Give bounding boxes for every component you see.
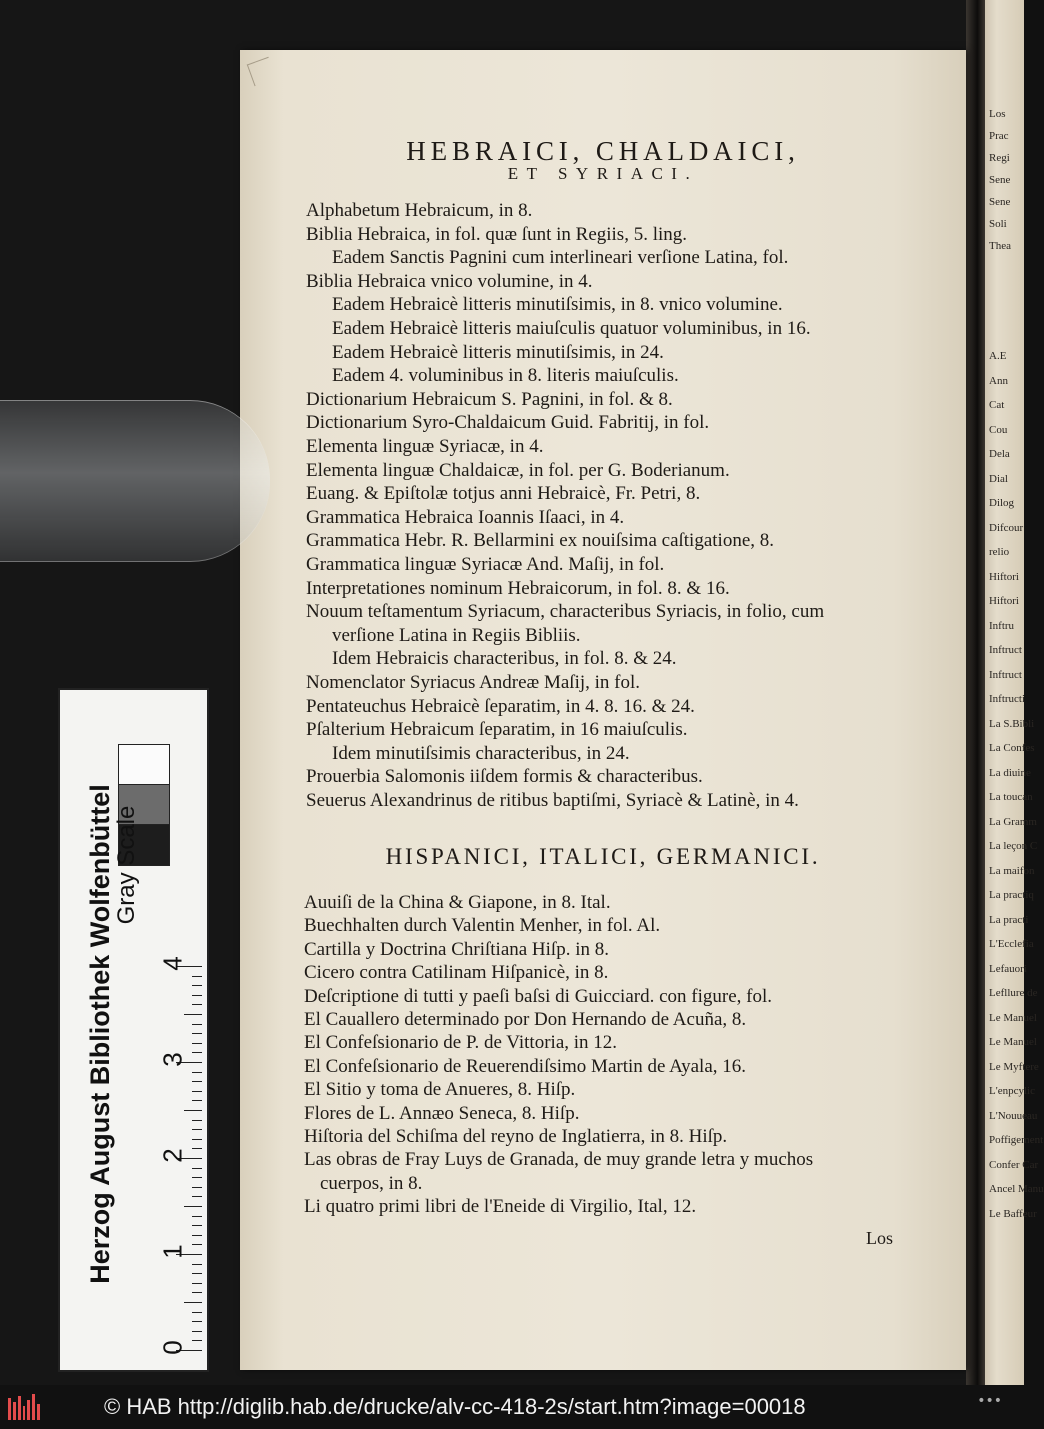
facing-page-word: Inftructi — [989, 693, 1026, 705]
ruler-tick — [192, 1081, 202, 1082]
ruler-tick — [184, 1302, 202, 1303]
facing-page-word: La practiq — [989, 889, 1034, 901]
ruler-tick — [192, 1091, 202, 1092]
catalog-entry: Alphabetum Hebraicum, in 8. — [306, 200, 533, 221]
facing-page-word: Ancel Manu — [989, 1183, 1044, 1195]
book-gutter — [966, 0, 985, 1385]
facing-page-word: Lefllure de — [989, 987, 1038, 999]
facing-page-word: Le Manuel — [989, 1011, 1037, 1024]
catalog-entry: Grammatica Hebr. R. Bellarmini ex nouiſsima caſtigatione, 8. — [306, 530, 775, 552]
facing-page-word: Dela — [989, 448, 1010, 460]
catalog-entry: Cartilla y Doctrina Chriſtiana Hiſp. in 8. — [304, 938, 609, 960]
ruler-number: 3 — [157, 1052, 188, 1067]
catalog-entry: Idem minutiſsimis characteribus, in 24. — [332, 742, 630, 764]
facing-page-word: L'Ecclefia — [989, 938, 1034, 950]
ruler-tick — [192, 1120, 202, 1121]
viewer-footer — [0, 1385, 1024, 1429]
facing-page-word: Los — [989, 108, 1006, 120]
catalog-entry: Biblia Hebraica vnico volumine, in 4. — [306, 270, 593, 292]
facing-page-word: Le Baffeur — [989, 1207, 1037, 1220]
catalog-entry: El Cauallero determinado por Don Hernando de Acuña, 8. — [304, 1009, 747, 1030]
facing-page-word: Inftruct — [989, 644, 1022, 656]
ruler-tick — [192, 1052, 202, 1053]
facing-page-word: La leçon C — [989, 840, 1038, 852]
ruler-tick — [192, 1168, 202, 1169]
catalog-entry: Deſcriptione di tutti y paeſi baſsi di Guicciard. con figure, fol. — [304, 985, 773, 1007]
facing-page-word: Prac — [989, 130, 1009, 142]
catalog-entry: El Confeſsionario de P. de Vittoria, in 12. — [304, 1032, 618, 1054]
catalog-entry: Pſalterium Hebraicum ſeparatim, in 16 maiuſculis. — [306, 719, 688, 741]
facing-page-word: Thea — [989, 240, 1011, 252]
catalog-entry: Biblia Hebraica, in fol. quæ ſunt in Regiis, 5. ling. — [306, 223, 688, 245]
book-page — [240, 50, 966, 1370]
ruler-tick — [192, 1216, 202, 1217]
catalog-entry: Flores de L. Annæo Seneca, 8. Hiſp. — [304, 1102, 580, 1124]
gray-scale-label: Gray Scale — [113, 805, 140, 925]
glass-weight-reflection — [0, 400, 270, 562]
catalog-entry: Cicero contra Catilinam Hiſpanicè, in 8. — [304, 962, 609, 984]
catalog-entry: Las obras de Fray Luys de Granada, de muy grande letra y muchos — [304, 1149, 814, 1171]
catalog-entry: Li quatro primi libri de l'Eneide di Virgilio, Ital, 12. — [304, 1196, 697, 1218]
ruler-tick — [192, 976, 202, 977]
gray-scale-ruler-card — [58, 688, 209, 1372]
facing-page-word: La diuine — [989, 766, 1031, 779]
catalog-entry: Grammatica Hebraica Ioannis Iſaaci, in 4. — [306, 506, 625, 528]
facing-page-word: Confer Car — [989, 1158, 1039, 1171]
catalog-entry: Nomenclator Syriacus Andreæ Maſij, in fol. — [306, 672, 641, 693]
catalog-entry: Eadem 4. voluminibus in 8. literis maiuſculis. — [332, 365, 679, 387]
facing-page-word: Soli — [989, 218, 1007, 230]
catalog-entry: Eadem Hebraicè litteris minutiſsimis, in 8. vnico volumine. — [332, 294, 783, 316]
ruler-tick — [192, 1139, 202, 1140]
catalog-entry: Prouerbia Salomonis iiſdem formis & characteribus. — [306, 766, 703, 788]
facing-page-word: Dial — [989, 472, 1008, 485]
ruler-tick — [192, 1292, 202, 1293]
facing-page-word: Le Myftere — [989, 1060, 1039, 1073]
ruler-tick — [192, 985, 202, 986]
ruler-tick — [192, 1273, 202, 1274]
facing-page-word: L'enpcylic — [989, 1085, 1035, 1097]
facing-page-word: L'Nouueau — [989, 1109, 1038, 1122]
catalog-entry: Elementa linguæ Chaldaicæ, in fol. per G. Boderianum. — [306, 459, 730, 481]
catalog-entry: Seuerus Alexandrinus de ritibus baptiſmi, Syriacè & Latinè, in 4. — [306, 790, 799, 811]
ruler-number: 1 — [157, 1244, 188, 1259]
facing-page-word: relio — [989, 546, 1010, 558]
copyright-link[interactable]: © HAB http://diglib.hab.de/drucke/alv-cc-418-2s/start.htm?image=00018 — [104, 1394, 806, 1419]
facing-page-word: Le Manuel — [989, 1036, 1037, 1048]
catalog-entry: Dictionarium Syro-Chaldaicum Guid. Fabritij, in fol. — [306, 412, 710, 434]
ruler-tick — [192, 1340, 202, 1341]
catalog-entry: cuerpos, in 8. — [320, 1172, 423, 1194]
catalog-entry: verſione Latina in Regiis Bibliis. — [332, 624, 581, 646]
library-name: Herzog August Bibliothek Wolfenbüttel — [85, 784, 115, 1284]
catalog-entry: Eadem Sanctis Pagnini cum interlineari verſione Latina, fol. — [332, 247, 789, 269]
hab-logo-icon — [8, 1394, 40, 1420]
facing-page-word: La maifon — [989, 864, 1035, 877]
section-subheading-syriaci: ET SYRIACI. — [507, 164, 699, 183]
facing-page-word: Hiftori — [989, 595, 1019, 607]
ruler-tick — [192, 1043, 202, 1044]
cm-ruler — [157, 956, 202, 1360]
ruler-tick — [192, 1187, 202, 1188]
ruler-tick — [192, 1024, 202, 1025]
facing-page-word: La Gramm — [989, 815, 1037, 828]
facing-page-word: Inftruct — [989, 668, 1022, 681]
section-heading-hebraici: HEBRAICI, CHALDAICI, — [406, 136, 800, 166]
section-heading-hispanici: HISPANICI, ITALICI, GERMANICI. — [385, 844, 821, 869]
facing-page-word: A.E — [989, 350, 1007, 362]
ruler-tick — [192, 1235, 202, 1236]
catalog-entry: Buechhalten durch Valentin Menher, in fol. Al. — [304, 915, 661, 937]
facing-page-word: Sene — [989, 196, 1011, 208]
ruler-tick — [192, 1004, 202, 1005]
facing-page-word: Regi — [989, 152, 1010, 164]
catalog-entry: Eadem Hebraicè litteris maiuſculis quatuor voluminibus, in 16. — [332, 318, 811, 339]
ruler-tick — [192, 1196, 202, 1197]
ruler-number: 2 — [157, 1148, 188, 1163]
ruler-tick — [192, 1072, 202, 1073]
catalog-entry: Eadem Hebraicè litteris minutiſsimis, in 24. — [332, 341, 664, 363]
ruler-tick — [192, 1244, 202, 1245]
catchword: Los — [866, 1228, 893, 1248]
ruler-tick — [192, 1225, 202, 1226]
facing-page-word: Dilog — [989, 497, 1015, 509]
ruler-tick — [192, 1129, 202, 1130]
facing-page-word: La practi — [989, 913, 1029, 926]
facing-page-word: La Confes — [989, 742, 1035, 754]
facing-page-word: Ann — [989, 374, 1008, 387]
catalog-entry: El Confeſsionario de Reuerendiſsimo Martin de Ayala, 16. — [304, 1055, 747, 1077]
catalog-entry: El Sitio y toma de Anueres, 8. Hiſp. — [304, 1079, 576, 1101]
ruler-tick — [184, 1206, 202, 1207]
catalog-entry: Auuiſi de la China & Giapone, in 8. Ital. — [304, 892, 611, 913]
ruler-tick — [192, 1148, 202, 1149]
ruler-tick — [184, 1110, 202, 1111]
facing-page-word: Poffigement — [989, 1134, 1044, 1146]
ruler-tick — [192, 1331, 202, 1332]
ruler-tick — [192, 1033, 202, 1034]
catalog-entry: Dictionarium Hebraicum S. Pagnini, in fol. & 8. — [306, 388, 673, 410]
ruler-tick — [192, 1312, 202, 1313]
catalog-entry: Idem Hebraicis characteribus, in fol. 8. & 24. — [332, 648, 677, 670]
facing-page-word: Inftru — [989, 619, 1015, 632]
catalog-entry: Euang. & Epiſtolæ totjus anni Hebraicè, Fr. Petri, 8. — [306, 483, 701, 505]
ruler-tick — [192, 1283, 202, 1284]
ruler-number: 4 — [157, 956, 188, 971]
ruler-tick — [192, 1100, 202, 1101]
ruler-tick — [192, 1264, 202, 1265]
facing-page-fragment — [985, 0, 1044, 1385]
ruler-number: 0 — [157, 1340, 188, 1355]
catalog-entry: Interpretationes nominum Hebraicorum, in fol. 8. & 16. — [306, 577, 730, 599]
catalog-entry: Elementa linguæ Syriacæ, in 4. — [306, 436, 544, 457]
gray-patch-white — [118, 744, 170, 786]
facing-page-word: La S.Bibli — [989, 717, 1035, 730]
ruler-tick — [184, 1014, 202, 1015]
catalog-entry: Grammatica linguæ Syriacæ And. Maſij, in fol. — [306, 554, 665, 575]
facing-page-word: Hiftori — [989, 570, 1019, 583]
ruler-tick — [192, 1321, 202, 1322]
facing-page-word: Difcour — [989, 521, 1024, 534]
catalog-entry: Nouum teſtamentum Syriacum, characteribus Syriacis, in folio, cum — [306, 601, 825, 623]
more-dots-icon: ••• — [977, 1393, 1002, 1409]
facing-page-word: La toucan — [989, 791, 1033, 803]
facing-page-word: Lefauori — [989, 962, 1027, 975]
ruler-tick — [192, 1177, 202, 1178]
catalog-entry: Pentateuchus Hebraicè ſeparatim, in 4. 8. 16. & 24. — [306, 695, 695, 717]
catalog-entry: Hiſtoria del Schiſma del reyno de Inglatierra, in 8. Hiſp. — [304, 1126, 728, 1147]
page-corner-mark — [247, 57, 276, 86]
ruler-tick — [192, 995, 202, 996]
facing-page-word: Cou — [989, 423, 1008, 436]
facing-page-word: Sene — [989, 174, 1011, 186]
facing-page-word: Cat — [989, 399, 1005, 411]
